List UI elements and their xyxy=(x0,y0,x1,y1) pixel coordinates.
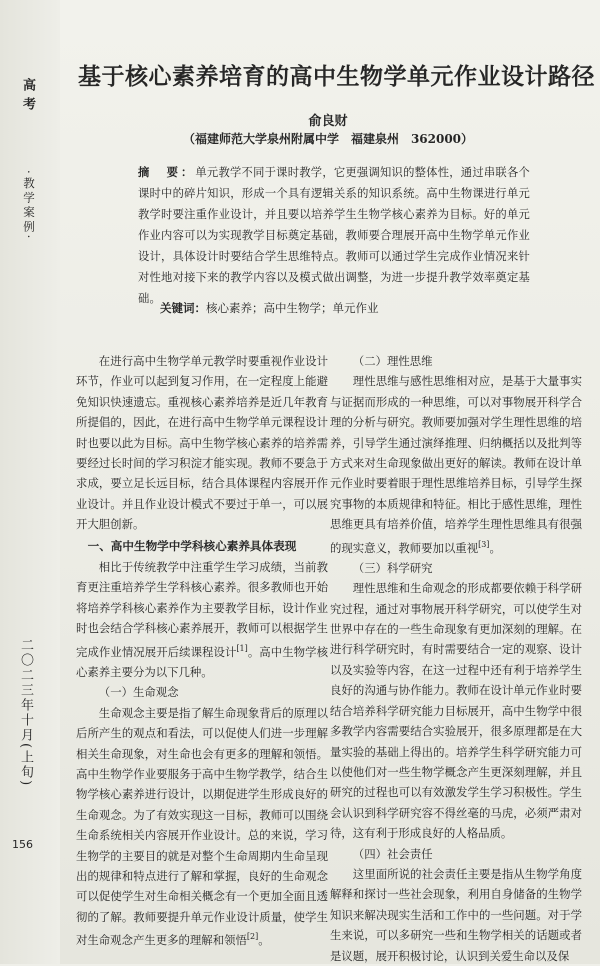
author-affiliation: （福建师范大学泉州附属中学 福建泉州 362000） xyxy=(182,132,474,146)
paragraph-life-concept xyxy=(76,703,328,951)
paragraph-core-literacy xyxy=(76,557,328,682)
subheading-social-responsibility: （四）社会责任 xyxy=(352,846,433,861)
subheading-scientific-research: （三）科学研究 xyxy=(352,560,433,575)
paragraph-text: 相比于传统教学中注重学生学习成绩，当前教育更注重培养学生学科核心素养。很多教师也开始将培养学科核心素养作为主要教学目标，设计作业时也会结合学科核心素养展开，教师可以根据学生完成作业情况展开后续课程设计 xyxy=(76,560,328,659)
paragraph-social-responsibility: 这里面所说的社会责任主要是指从生物学角度解释和探讨一些社会现象，利用自身储备的生物学知识来解决现实生活和工作中的一些问题。对于学生来说，可以多研究一些和生物学相关的话题或者是议题，展开积极讨论，认识到关爱生命以及保 xyxy=(330,866,582,963)
page-number: 156 xyxy=(12,838,33,851)
left-column xyxy=(76,351,328,950)
paragraph-text-tail: 。 xyxy=(489,540,501,555)
article-title: 基于核心素养培育的高中生物学单元作业设计路径 xyxy=(78,64,595,90)
issue-date: 二〇二三年十月(上旬) xyxy=(18,638,33,788)
abstract xyxy=(138,162,530,309)
paragraph-text-tail: 。 xyxy=(258,932,270,947)
paragraph-scientific-research: 理性思维和生命观念的形成都要依赖于科学研究过程，通过对事物展开科学研究，可以使学生对世界中存在的一些生命现象有更加深刻的理解。在进行科学研究时，有时需要结合一定的观察、设计以及实验等内容，在这一过程中还有利于培养学生良好的沟通与协作能力。教师在设计单元作业时要结合培养科学研究能力目标展开，高中生物学中很多教学内容需要结合实验展开，很多原理都是在大量实验的基础上得出的。培养学生科学研究能力可以使他们对一些生物学概念产生更深刻理解，并且研究的过程也可以有效激发学生学习积极性。学生会认识到科学研究容不得丝毫的马虎，必须严肃对待，这有利于形成良好的人格品质。 xyxy=(330,581,582,841)
section-heading-1: 一、高中生物学中学科核心素养具体表现 xyxy=(87,538,297,553)
side-rail xyxy=(0,0,60,964)
keywords-label: 关键词： xyxy=(160,301,206,315)
keywords xyxy=(160,300,540,316)
citation-ref: [2] xyxy=(246,932,259,942)
paragraph-text: 理性思维与感性思维相对应，是基于大量事实与证据而形成的一种思维，可以对事物展开科学合理的分析与研究。教师要加强对学生理性思维的培养，引导学生通过演绎推理、归纳概括以及批判等方式来对生命现象做出更好的解读。教师在设计单元作业时要着眼于理性思维培养目标，引导学生探究事物的本质规律和特征。相比于感性思维，理性思维更具有培养价值，培养学生理性思维具有很强的现实意义，教师要加以重视 xyxy=(330,374,582,555)
subheading-life-concept: （一）生命观念 xyxy=(98,685,179,700)
article-author: 俞良财 xyxy=(308,114,348,129)
keywords-text: 核心素养；高中生物学；单元作业 xyxy=(206,301,379,315)
abstract-text: 单元教学不同于课时教学，它更强调知识的整体性，通过串联各个课时中的碎片知识，形成一个具有逻辑关系的知识系统。高中生物课进行单元教学时要注重作业设计，并且要以培养学生生物学核心素养为目标。好的单元作业内容可以为实现教学目标奠定基础，教师要合理展开高中生物学单元作业设计，具体设计时要结合学生思维特点。教师可以通过学生完成作业情况来针对性地对接下来的教学内容以及模式做出调整，为进一步提升教学效率奠定基础。 xyxy=(138,166,530,305)
citation-ref: [1] xyxy=(236,643,248,653)
section-name: ·教学案例· xyxy=(22,170,36,242)
subheading-rational-thinking: （二）理性思维 xyxy=(352,354,433,368)
paragraph-text-tail: 。高中生物学核心素养主要分为以下几种。 xyxy=(76,644,328,679)
intro-paragraph: 在进行高中生物学单元教学时要重视作业设计环节，作业可以起到复习作用，在一定程度上能避免知识快速遗忘。重视核心素养培养是近几年教育所提倡的，因此，在进行高中生物学单元课程设计时也要以此为目标。高中生物学核心素养的培养需要经过长时间的学习积淀才能实现。教师不要急于求成，要立足长远目标，结合具体课程内容展开作业设计。并且作业设计模式不要过于单一，可以展开大胆创新。 xyxy=(76,354,328,532)
column-name: 高考 xyxy=(20,78,35,116)
right-column xyxy=(330,351,582,966)
paragraph-text: 生命观念主要是指了解生命现象背后的原理以后所产生的观点和看法，可以促使人们进一步理解相关生命现象，对生命也会有更多的理解和领悟。高中生物学作业要服务于高中生物学教学，结合生物学核心素养进行设计，以期促进学生形成良好的生命观念。为了有效实现这一目标，教师可以围绕生命系统相关内容展开作业设计。总的来说，学习生物学的主要目的就是对整个生命周期内生命呈现出的规律和特点进行了解和掌握，良好的生命观念可以促使学生对生命相关概念有一个更加全面且透彻的了解。教师要提升单元作业设计质量，使学生对生命观念产生更多的理解和领悟 xyxy=(76,705,328,947)
abstract-label: 摘 要： xyxy=(138,165,196,179)
paragraph-rational-thinking xyxy=(330,371,582,557)
citation-ref: [3] xyxy=(478,539,490,549)
